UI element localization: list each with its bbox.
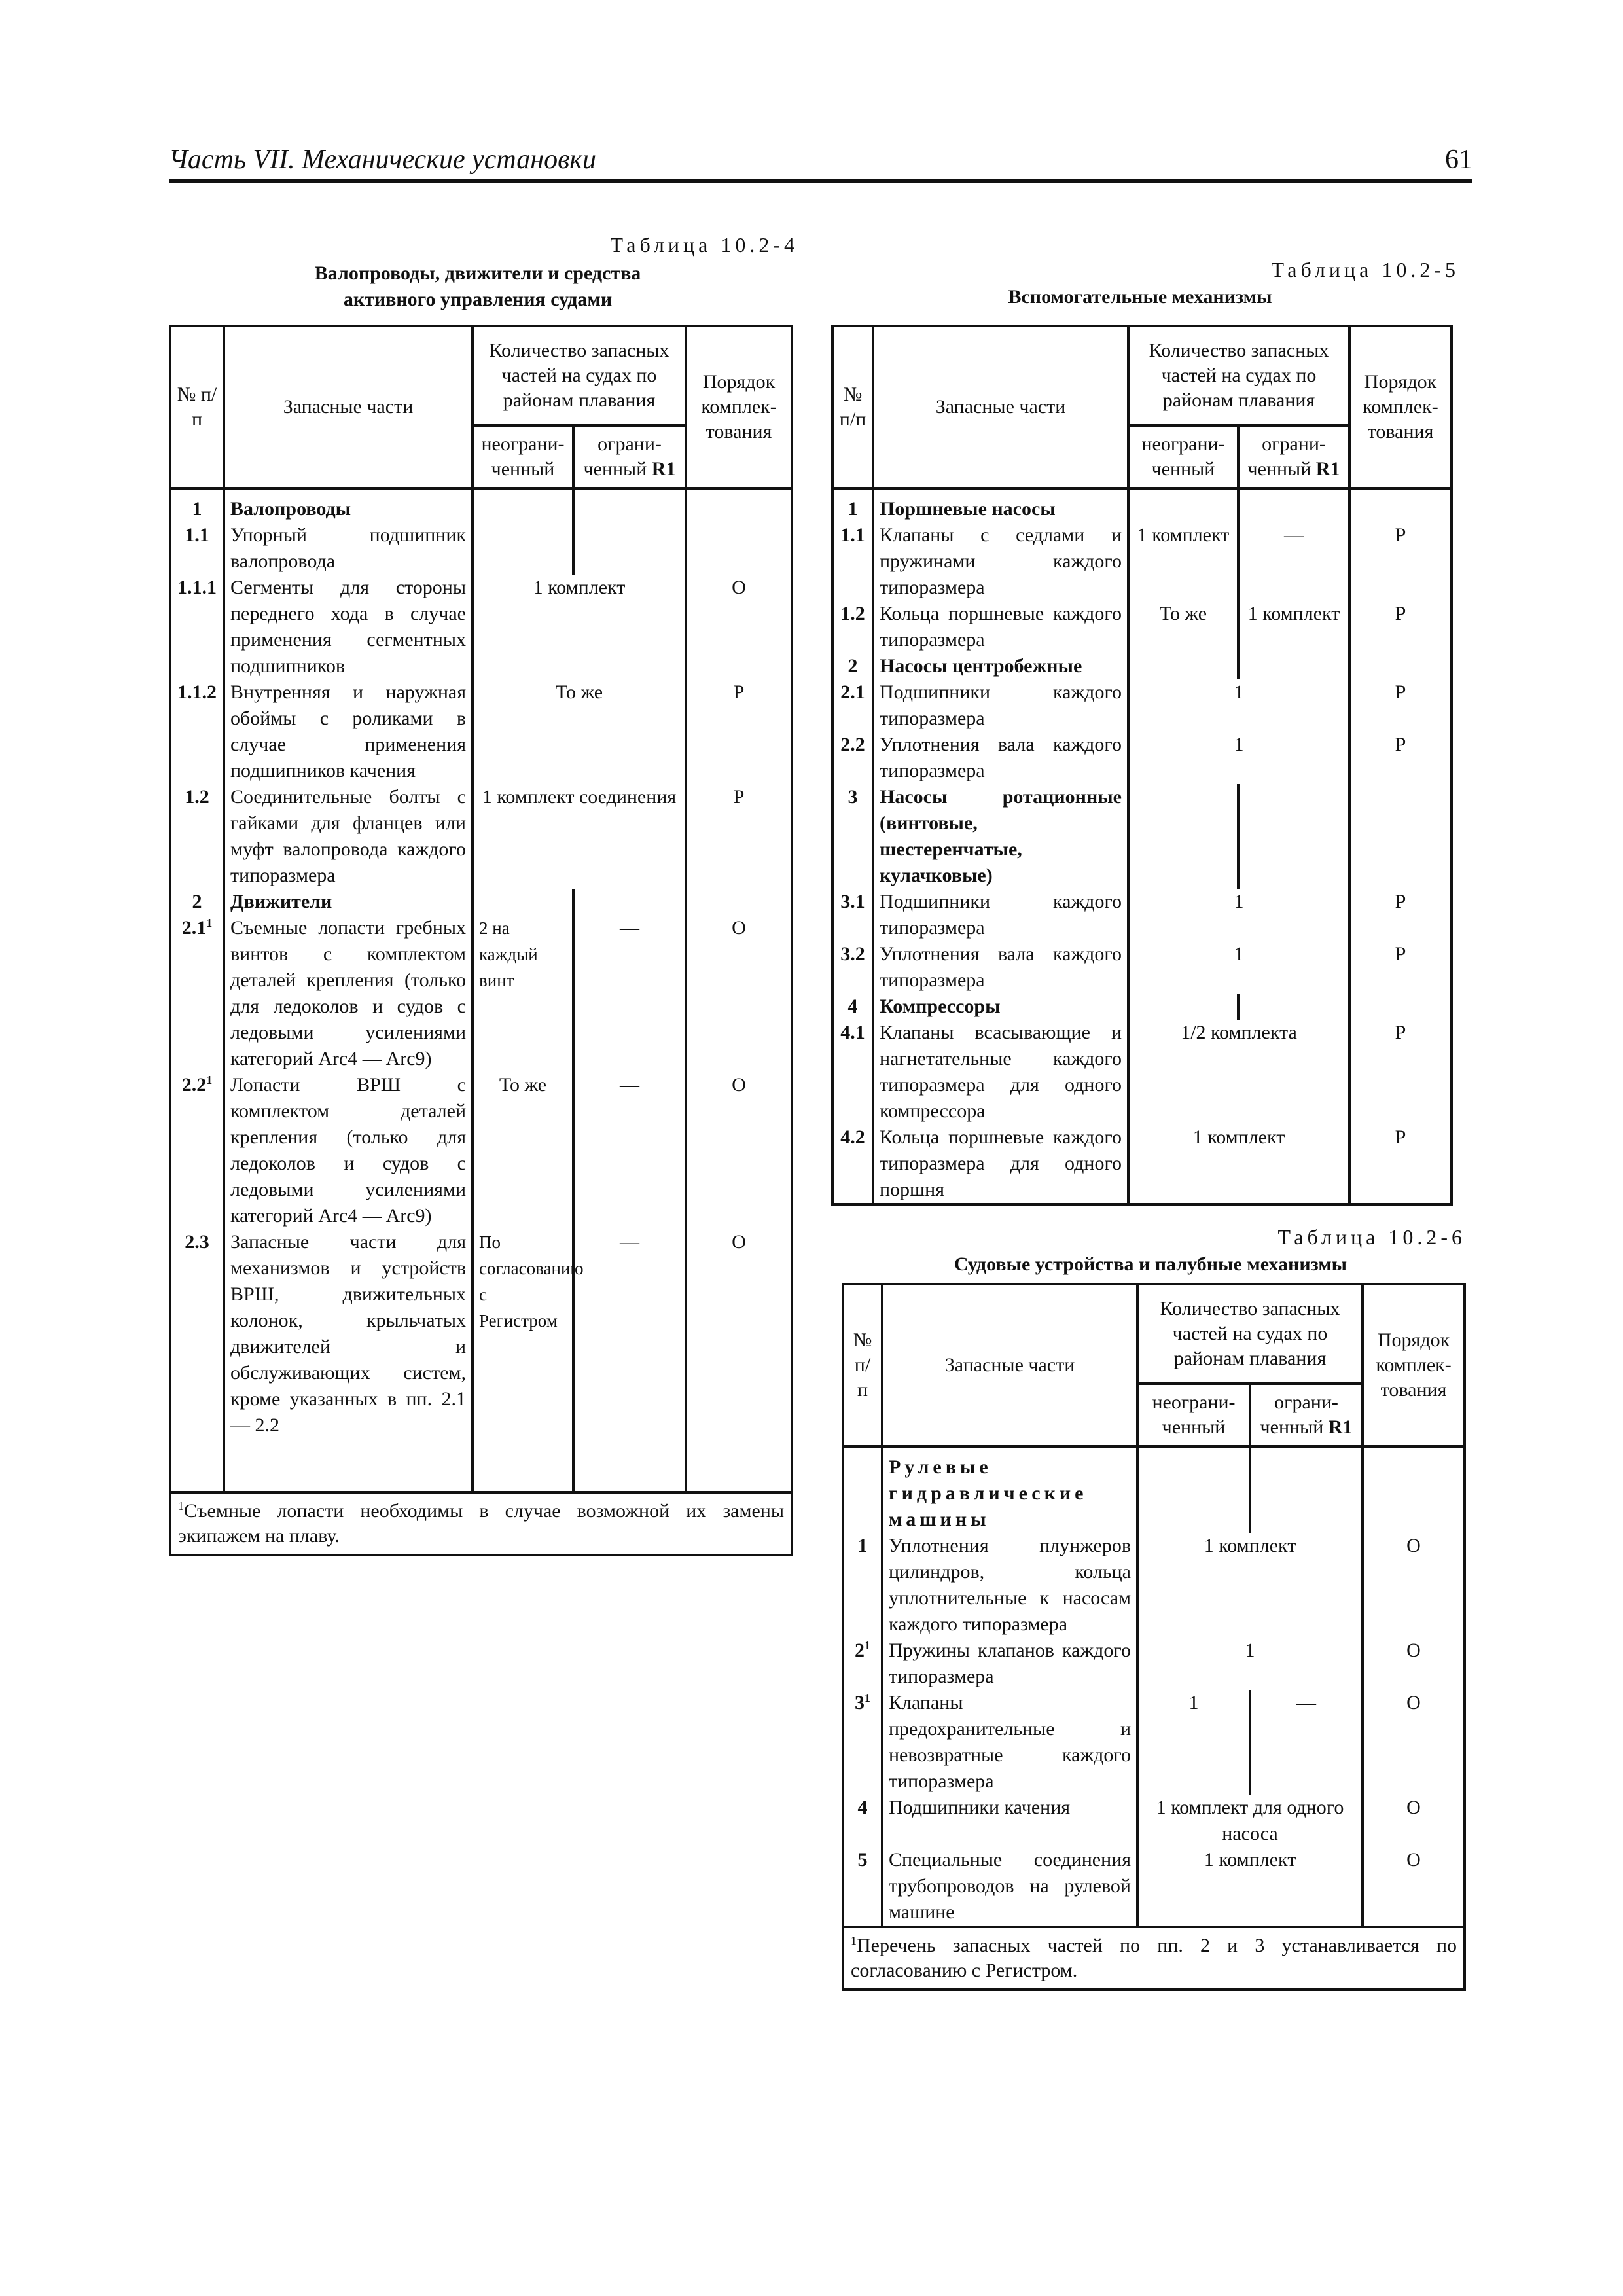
table-row [832,679,1452,732]
row-number-text: 4 [847,996,858,1017]
spare-part-name: Клапаны с седлами и пружинами каждого типоразмера [873,522,1128,601]
completion-order: Р [1349,1124,1452,1204]
quantity-unlimited: 1 [1137,1690,1250,1795]
row-number-text: 3 [847,786,858,808]
table-title-line-1: Валопроводы, движители и средства [314,262,641,284]
table-row [170,889,792,915]
completion-order [1349,488,1452,522]
table-10-2-5 [831,325,1453,1206]
row-number [170,1072,224,1229]
table-10-2-4-caption: Таблица 10.2-4 [610,233,798,257]
row-number [843,1533,882,1638]
spare-part-name: Рулевые гидравлические машины [882,1446,1137,1533]
quantity-both-areas: 1 комплект [1137,1533,1363,1638]
completion-order: О [1363,1638,1465,1690]
row-number [832,488,873,522]
row-number [832,1124,873,1204]
quantity-limited: — [573,1229,686,1492]
row-number-text: 4.1 [840,1022,865,1043]
completion-order [1363,1446,1465,1533]
quantity-both-areas: 1 [1128,679,1349,732]
row-number [843,1690,882,1795]
spare-part-name: Кольца поршневые каждого типоразмера [873,601,1128,653]
spare-part-name: Клапаны предохранительные и невозвратные каждого типоразмера [882,1690,1137,1795]
spare-part-name: Сегменты для стороны переднего хода в случае применения сегментных подшипников [224,575,473,679]
row-number-text: 1.2 [185,786,209,808]
quantity-limited: 1 комплект [1238,601,1349,653]
limited-label: ограни-ченный [583,433,662,480]
quantity-unlimited: То же [1128,601,1238,653]
quantity-limited: — [1250,1690,1363,1795]
table-row [170,1229,792,1492]
footnote-mark: 1 [178,1499,184,1513]
table-row [170,1072,792,1229]
row-number-text: 2 [855,1640,865,1661]
quantity-both-areas: 1 [1128,941,1349,994]
quantity-unlimited [473,522,573,575]
quantity-limited [1250,1446,1363,1533]
completion-order: О [686,1229,792,1492]
quantity-unlimited [473,488,573,522]
table-row [170,575,792,679]
footnote-text: Перечень запасных частей по пп. 2 и 3 устанавливается по согласованию с Регистром. [851,1935,1457,1981]
quantity-both-areas: 1 [1137,1638,1363,1690]
row-number [832,679,873,732]
table-row [832,653,1452,679]
row-number [170,915,224,1072]
col-header-num: № п/п [170,326,224,488]
quantity-limited [573,488,686,522]
quantity-unlimited [1128,653,1238,679]
quantity-limited [1238,653,1349,679]
spare-part-name: Уплотнения плунжеров цилиндров, кольца уплотнительные к насосам каждого типоразмера [882,1533,1137,1638]
table-10-2-6-caption: Таблица 10.2-6 [1277,1225,1466,1249]
completion-order: О [1363,1690,1465,1795]
col-header-limited [573,425,686,488]
completion-order [1349,994,1452,1020]
row-number-text: 2.2 [840,734,865,755]
completion-order: О [686,915,792,1072]
row-number-text: 2.1 [840,681,865,703]
completion-order: Р [1349,679,1452,732]
spare-part-name: Соединительные болты с гайками для фланцев или муфт валопровода каждого типоразмера [224,784,473,889]
quantity-limited [1238,488,1349,522]
spare-part-name: Насосы ротационные (винтовые, шестеренчатые, кулачковые) [873,784,1128,889]
footnote-ref: 1 [206,1073,213,1086]
quantity-both-areas: 1 комплект [1137,1847,1363,1927]
footnote-ref: 1 [865,1691,870,1704]
quantity-both-areas: 1 комплект [1128,1124,1349,1204]
row-number-text: 1 [857,1535,868,1556]
spare-part-name: Клапаны всасывающие и нагнетательные каждого типоразмера для одного компрессора [873,1020,1128,1124]
quantity-unlimited: 2 на каждый винт [473,915,573,1072]
completion-order: О [686,575,792,679]
quantity-limited [573,522,686,575]
quantity-both-areas: 1 комплект [473,575,686,679]
spare-part-name: Уплотнения вала каждого типоразмера [873,941,1128,994]
completion-order: Р [1349,941,1452,994]
table-10-2-6-title: Судовые устройства и палубные механизмы [954,1253,1347,1275]
col-header-order: Порядок комплек-тования [686,326,792,488]
row-number [170,784,224,889]
table-10-2-6 [842,1283,1466,1991]
row-number-text: 2.3 [185,1231,209,1253]
footnote-ref: 1 [206,916,213,929]
table-row [832,1020,1452,1124]
col-header-limited [1250,1384,1363,1446]
spare-part-name: Подшипники каждого типоразмера [873,889,1128,941]
row-number-text: 5 [857,1849,868,1871]
row-number-text: 3.1 [840,891,865,912]
table-row [843,1533,1465,1638]
row-number [832,732,873,784]
row-number-text: 3 [855,1692,865,1713]
row-number [170,575,224,679]
quantity-limited [1238,994,1349,1020]
table-row [843,1795,1465,1847]
row-number-text: 2.2 [181,1074,207,1096]
quantity-unlimited: 1 комплект [1128,522,1238,601]
col-header-qty: Количество запасных частей на судах по районам плавания [1137,1284,1363,1384]
spare-part-name: Лопасти ВРШ с комплектом деталей крепления (только для ледоколов и судов с ледовыми усилениями категорий Arc4 — Arc9) [224,1072,473,1229]
spare-part-name: Съемные лопасти гребных винтов с комплектом деталей крепления (только для ледоколов и судов с ледовыми усилениями категорий Arc4 — Arc9) [224,915,473,1072]
table-row [843,1847,1465,1927]
row-number-text: 1.1 [840,524,865,546]
spare-part-name: Компрессоры [873,994,1128,1020]
table-row [170,915,792,1072]
quantity-unlimited: То же [473,1072,573,1229]
section-title: Часть VII. Механические установки [169,145,596,175]
row-number [832,522,873,601]
col-header-unlimited: неограни-ченный [473,425,573,488]
col-header-num: № п/п [832,326,873,488]
completion-order [1349,784,1452,889]
col-header-order: Порядок комплек-тования [1363,1284,1465,1446]
table-10-2-4-title [169,260,787,313]
quantity-unlimited [473,889,573,915]
row-number-text: 1.1.1 [177,577,217,598]
footnote-text: Съемные лопасти необходимы в случае возможной их замены экипажем на плаву. [178,1500,785,1547]
completion-order [686,488,792,522]
row-number [170,679,224,784]
row-number [843,1638,882,1690]
completion-order: О [1363,1795,1465,1847]
row-number [832,653,873,679]
spare-part-name: Кольца поршневые каждого типоразмера для одного поршня [873,1124,1128,1204]
completion-order: Р [1349,889,1452,941]
table-footnote [170,1492,792,1555]
limited-r1: R1 [1328,1416,1353,1438]
spare-part-name: Внутренняя и наружная обоймы с роликами в случае применения подшипников качения [224,679,473,784]
spare-part-name: Насосы центробежные [873,653,1128,679]
quantity-unlimited [1128,784,1238,889]
table-row [170,522,792,575]
row-number-text: 1 [847,498,858,520]
col-header-unlimited: неограни-ченный [1137,1384,1250,1446]
running-header [169,143,1472,183]
row-number-text: 4.2 [840,1126,865,1148]
row-number [832,601,873,653]
completion-order: О [686,1072,792,1229]
page-number: 61 [1445,145,1472,175]
quantity-both-areas: То же [473,679,686,784]
completion-order: О [1363,1533,1465,1638]
row-number [832,889,873,941]
table-footnote [843,1927,1465,1990]
col-header-num: № п/п [843,1284,882,1446]
table-row [832,601,1452,653]
quantity-unlimited: По согласованию с Регистром [473,1229,573,1492]
col-header-parts: Запасные части [873,326,1128,488]
limited-r1: R1 [651,458,676,480]
col-header-limited [1238,425,1349,488]
row-number [832,784,873,889]
spare-part-name: Поршневые насосы [873,488,1128,522]
quantity-limited: — [573,915,686,1072]
row-number [843,1795,882,1847]
spare-part-name: Запасные части для механизмов и устройств ВРШ, движительных колонок, крыльчатых движителей и обслуживающих систем, кроме указанных в пп. 2.1 — 2.2 [224,1229,473,1492]
quantity-limited: — [1238,522,1349,601]
spare-part-name: Пружины клапанов каждого типоразмера [882,1638,1137,1690]
row-number-text: 2 [847,655,858,677]
table-row [832,1124,1452,1204]
quantity-unlimited [1128,488,1238,522]
completion-order: Р [1349,601,1452,653]
table-10-2-5-title: Вспомогательные механизмы [1008,286,1272,308]
table-row [832,732,1452,784]
quantity-both-areas: 1 комплект для одного насоса [1137,1795,1363,1847]
row-number [170,488,224,522]
footnote-mark: 1 [851,1934,857,1947]
table-row [832,784,1452,889]
table-title-line-2: активного управления судами [343,289,613,310]
row-number [170,522,224,575]
completion-order: Р [1349,732,1452,784]
table-row [832,889,1452,941]
col-header-unlimited: неограни-ченный [1128,425,1238,488]
table-row [832,522,1452,601]
quantity-unlimited [1128,994,1238,1020]
row-number-text: 4 [857,1797,868,1818]
table-row [170,784,792,889]
col-header-qty: Количество запасных частей на судах по районам плавания [1128,326,1349,425]
row-number-text: 1.1 [185,524,209,546]
quantity-unlimited [1137,1446,1250,1533]
row-number [170,1229,224,1492]
spare-part-name: Специальные соединения трубопроводов на рулевой машине [882,1847,1137,1927]
row-number-text: 2 [192,891,202,912]
spare-part-name: Подшипники каждого типоразмера [873,679,1128,732]
spare-part-name: Валопроводы [224,488,473,522]
row-number [843,1446,882,1533]
quantity-both-areas: 1/2 комплекта [1128,1020,1349,1124]
row-number-text: 2.1 [181,917,207,939]
col-header-qty: Количество запасных частей на судах по районам плавания [473,326,686,425]
table-row [843,1638,1465,1690]
row-number [832,994,873,1020]
completion-order [1349,653,1452,679]
limited-r1: R1 [1315,458,1340,480]
spare-part-name: Уплотнения вала каждого типоразмера [873,732,1128,784]
limited-label: ограни-ченный [1247,433,1326,480]
table-row [170,679,792,784]
completion-order: Р [686,784,792,889]
quantity-limited [573,889,686,915]
completion-order: Р [1349,1020,1452,1124]
row-number [843,1847,882,1927]
row-number-text: 1 [192,498,202,520]
table-row [843,1446,1465,1533]
row-number [832,1020,873,1124]
table-10-2-4 [169,325,793,1556]
row-number-text: 3.2 [840,943,865,965]
col-header-parts: Запасные части [224,326,473,488]
quantity-limited: — [573,1072,686,1229]
quantity-limited [1238,784,1349,889]
row-number [170,889,224,915]
completion-order [686,889,792,915]
completion-order: Р [686,679,792,784]
completion-order: О [1363,1847,1465,1927]
quantity-both-areas: 1 [1128,732,1349,784]
footnote-ref: 1 [865,1639,870,1652]
table-row [832,488,1452,522]
row-number [832,941,873,994]
limited-label: ограни-ченный [1260,1391,1338,1438]
quantity-both-areas: 1 [1128,889,1349,941]
table-row [843,1690,1465,1795]
col-header-parts: Запасные части [882,1284,1137,1446]
table-row [832,941,1452,994]
row-number-text: 1.2 [840,603,865,624]
spare-part-name: Движители [224,889,473,915]
row-number-text: 1.1.2 [177,681,217,703]
spare-part-name: Упорный подшипник валопровода [224,522,473,575]
spare-part-name: Подшипники качения [882,1795,1137,1847]
quantity-both-areas: 1 комплект соединения [473,784,686,889]
completion-order: Р [1349,522,1452,601]
table-10-2-5-caption: Таблица 10.2-5 [1271,258,1459,281]
col-header-order: Порядок комплек-тования [1349,326,1452,488]
table-row [170,488,792,522]
table-row [832,994,1452,1020]
completion-order [686,522,792,575]
